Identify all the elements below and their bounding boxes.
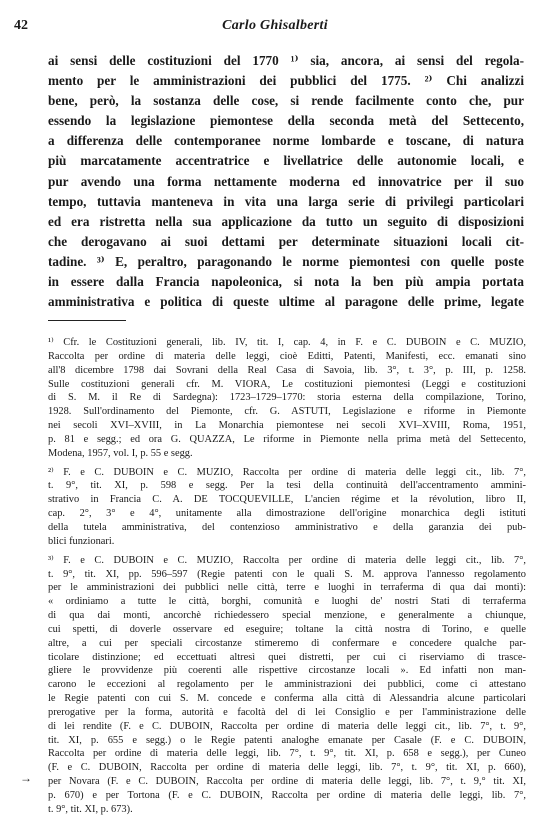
- footnote-line: all'8 dicembre 1798 dai Sovrani della Real Casa di Savoia, lib. 3°, t. 3°, p. III, p. 1258.: [48, 364, 526, 376]
- body-line: ai sensi delle costituzioni del 1770 ¹⁾ sia, ancora, ai sensi del regola-: [48, 53, 524, 68]
- footnote-line: Raccolta per ordine di materia delle leggi, lib. 7°, t. 9°, tit. XI, p. 658 e segg.), per Cuneo: [48, 748, 526, 760]
- footnote-line: t. 9°, tit. XI, p. 673).: [48, 803, 133, 815]
- footnote-separator: [48, 320, 126, 321]
- footnote-line: prerogative per la forma, autorità e facoltà del di lei Consiglio e per l'amministrazione delle: [48, 706, 526, 718]
- body-line: bene, però, la sostanza delle cose, si rende facilmente conto che, pur: [48, 93, 524, 109]
- footnote-line: carono le eccezioni al regolamento per le amministrazioni dei pubblici, come ci attestano: [48, 679, 526, 691]
- body-line: tempo, tuttavia manteneva in vita una larga serie di privilegi particolari: [48, 193, 524, 209]
- footnote-line: le Regie patenti con cui S. M. concede e conferma alla città di Alessandria alcune particolari: [48, 693, 526, 705]
- footnote-line: di S. M. il Re di Sardegna): 1723–1729–1770: storia esterna della compilazione, Torino,: [48, 392, 526, 404]
- footnote-line: di qua dai monti, ancorchè richiedessero special menzione, e generalmente a chiunque,: [48, 610, 526, 622]
- footnote-line: ³⁾ F. e C. DUBOIN e C. MUZIO, Raccolta per ordine di materia delle leggi cit., lib. 7°,: [48, 554, 526, 566]
- footnote-line: t. 9°, tit. XI, pp. 596–597 (Regie patenti con le quali S. M. approva l'annesso regolamento: [48, 568, 526, 580]
- body-line: essendo la legislazione piemontese della seconda metà del Settecento,: [48, 113, 524, 129]
- footnote-line: ticolare distinzione; ed eccettuati altresì quei distretti, per cui ci riserviamo di trasce-: [48, 651, 526, 663]
- footnote-3: [48, 554, 526, 817]
- body-line: in essere dalla Francia napoleonica, si nota la ben più ampia portata: [48, 274, 524, 290]
- footnote-line: Sulle costituzioni generali cfr. M. VIORA, Le costituzioni piemontesi (Leggi e costituzioni: [48, 378, 526, 390]
- footnote-line: « ordiniamo a tutte le città, borghi, comunità e luoghi de' nostri Stati di terraferma: [48, 596, 526, 608]
- footnotes: [48, 336, 526, 817]
- body-line: tadine. ³⁾ E, peraltro, paragonando le norme piemontesi con quelle poste: [48, 253, 524, 269]
- page-number: 42: [14, 18, 28, 33]
- footnote-line: Raccolta per ordine di materia delle leggi, cioè Editti, Patenti, Manifesti, ecc. emanati sino: [48, 350, 526, 362]
- footnote-line: cui spetti, di doverle osservare ed eseguire; toltane la città nostra di Torino, e quelle: [48, 623, 526, 635]
- body-line: a differenza delle contemporanee norme lombarde e toscane, di natura: [48, 133, 524, 149]
- footnote-line: 1928. Sull'ordinamento del Piemonte, cfr. G. ASTUTI, Legislazione e riforme in Piemonte: [48, 406, 526, 418]
- margin-arrow-mark: →: [20, 771, 32, 785]
- footnote-line: nei secoli XVI–XVIII, in La Monarchia piemontese nei secoli XVI–XVIII, Roma, 1951,: [48, 420, 526, 432]
- body-line: pur avendo una forma nettamente moderna ed innovatrice per il suo: [48, 173, 524, 189]
- footnote-line: per Novara (F. e C. DUBOIN, Raccolta per ordine di materia delle leggi, lib. 7°, t. 9,° tit. XI,: [48, 776, 526, 788]
- footnote-line: t. 9°, tit. XI, p. 598 e segg. Per la tesi della continuità dell'accentramento ammini-: [48, 480, 526, 492]
- footnote-line: cap. 2°, 3° e 4°, unitamente alla dimostrazione dell'origine monarchica degli istituti: [48, 508, 526, 520]
- footnote-line: della tutela amministrativa, del contenzioso amministrativo e della garanzia dei pub-: [48, 521, 526, 533]
- body-line: amministrativa e politica di queste ultime al paragone delle prime, legate: [48, 294, 524, 310]
- footnote-line: tit. XI, p. 655 e segg.) o le Regie patenti analoghe emanate per Casale (F. e C. DUBOIN,: [48, 734, 526, 746]
- footnote-line: blici funzionari.: [48, 535, 115, 547]
- footnote-line: strativo in Francia C. A. DE TOCQUEVILLE, L'ancien régime et la révolution, libro II,: [48, 494, 526, 506]
- body-line: ed era ristretta nella sua applicazione da tutto un seguito di disposizioni: [48, 213, 524, 229]
- footnote-line: altre, a cui per speciali circostanze stimeremo di confermare e concedere qualche par-: [48, 637, 526, 649]
- footnote-2: [48, 466, 526, 549]
- footnote-line: gliere le provvidenze più coerenti alle rispettive circostanze locali ». Ed infatti non man-: [48, 665, 526, 677]
- footnote-line: ¹⁾ Cfr. le Costituzioni generali, lib. IV, tit. I, cap. 4, in F. e C. DUBOIN e C. MUZIO,: [48, 337, 526, 348]
- footnote-line: ²⁾ F. e C. DUBOIN e C. MUZIO, Raccolta per ordine di materia delle leggi cit., lib. 7°,: [48, 466, 526, 478]
- footnote-line: Modena, 1957, vol. I, p. 55 e segg.: [48, 447, 193, 459]
- body-text: [48, 51, 524, 312]
- body-line: mento per le amministrazioni dei pubblici del 1775. ²⁾ Chi analizzi: [48, 73, 524, 89]
- footnote-line: p. 670) e per Tortona (F. e C. DUBOIN, Raccolta per ordine di materia delle leggi, lib. 7°,: [48, 790, 526, 801]
- footnote-1: [48, 336, 526, 461]
- footnote-line: (F. e C. DUBOIN, Raccolta per ordine di materia delle leggi, lib. 7°, t. 9°, tit. XI, p. 660),: [48, 762, 526, 774]
- running-title: Carlo Ghisalberti: [222, 18, 328, 33]
- body-line: che derogavano ai suoi dettami per determinate situazioni locali cit-: [48, 233, 524, 249]
- footnote-line: p. 81 e segg.; ed ora G. QUAZZA, Le riforme in Piemonte nella prima metà del Settecento,: [48, 433, 526, 445]
- footnote-line: di lei rendite (F. e C. DUBOIN, Raccolta per ordine di materia delle leggi cit., lib. 7°, t. 9°,: [48, 720, 526, 732]
- body-line: più marcatamente accentratrice e livellatrice delle autonomie locali, e: [48, 153, 524, 169]
- footnote-line: per le amministrazioni dei pubblici nelle città, terre e luoghi in terraferma di qua dai monti):: [48, 582, 526, 594]
